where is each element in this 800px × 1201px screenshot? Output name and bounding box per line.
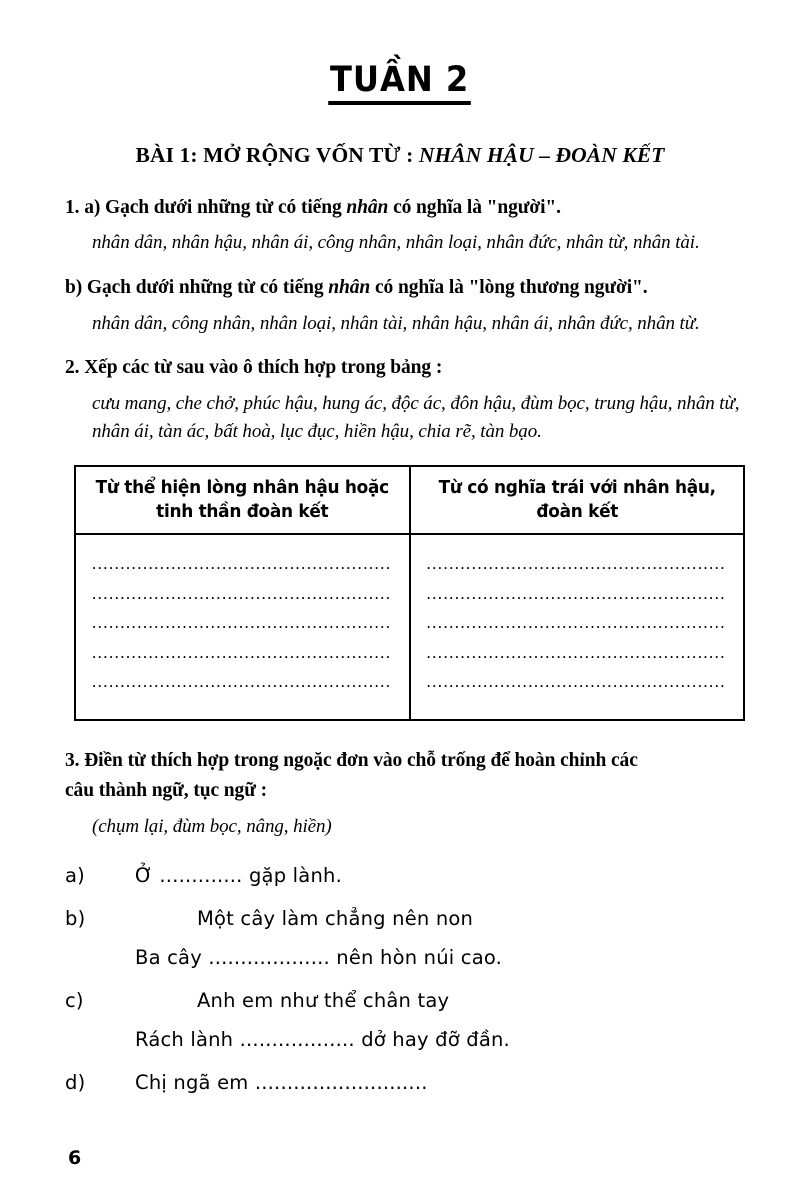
answer-dotted-line[interactable]: .....................................................: [92, 642, 392, 662]
answer-table: [74, 465, 745, 722]
exercise-1b-keyword: nhân: [328, 276, 371, 298]
answer-dotted-line[interactable]: .....................................................: [92, 583, 392, 603]
answer-dotted-line[interactable]: .....................................................: [92, 672, 392, 692]
answer-dotted-line[interactable]: .....................................................: [426, 672, 726, 692]
exercise-1a-prompt-after: có nghĩa là "người".: [388, 196, 561, 218]
answer-cell-negative[interactable]: [410, 534, 745, 720]
exercise-3-prompt-line2: câu thành ngữ, tục ngữ :: [65, 780, 267, 801]
answer-table-container: [65, 465, 748, 722]
exercise-1b-prompt: [65, 274, 748, 302]
list-item: [65, 1070, 748, 1097]
list-item: [65, 863, 748, 890]
answer-table-body: [75, 534, 744, 720]
table-row: [75, 534, 744, 720]
exercise-1a-keyword: nhân: [346, 196, 389, 218]
exercise-1b-prompt-before: b) Gạch dưới những từ có tiếng: [65, 276, 329, 298]
exercise-1a-prompt-before: 1. a) Gạch dưới những từ có tiếng: [65, 196, 347, 218]
item-label-c: c): [65, 988, 84, 1012]
item-text-b-1: Một cây làm chẳng nên non: [197, 906, 474, 930]
item-text-a-1[interactable]: Ở ............. gặp lành.: [135, 864, 342, 888]
exercise-2-word-list: cưu mang, che chở, phúc hậu, hung ác, độc ác, đôn hậu, đùm bọc, trung hậu, nhân từ, nhân ái, tàn ác, bất hoà, lục đục, hiền hậu, chia rẽ, tàn bạo.: [92, 392, 740, 443]
exercise-3-items: [65, 863, 748, 1096]
exercise-2-prompt: 2. Xếp các từ sau vào ô thích hợp trong bảng :: [65, 357, 443, 379]
answer-dotted-line[interactable]: .....................................................: [92, 613, 392, 633]
exercise-1a-prompt: [65, 194, 748, 222]
week-title-container: [0, 62, 800, 105]
exercise-1b-prompt-after: có nghĩa là "lòng thương người".: [370, 276, 648, 298]
lesson-heading: [0, 143, 800, 168]
answer-table-head: [75, 466, 744, 535]
answer-dotted-line[interactable]: .....................................................: [426, 613, 726, 633]
item-text-d-1[interactable]: Chị ngã em ...........................: [135, 1070, 428, 1094]
page-number: 6: [68, 1147, 82, 1169]
worksheet-content: [0, 194, 800, 1097]
item-text-b-2[interactable]: Ba cây ................... nên hòn núi cao.: [135, 946, 503, 970]
item-label-a: a): [65, 864, 85, 888]
item-label-b: b): [65, 906, 86, 930]
exercise-1a-word-list: nhân dân, nhân hậu, nhân ái, công nhân, nhân loại, nhân đức, nhân từ, nhân tài.: [92, 232, 700, 254]
answer-table-header-row: [75, 466, 744, 535]
item-text-c-2[interactable]: Rách lành .................. dở hay đỡ đần.: [135, 1028, 510, 1052]
exercise-3-word-bank: (chụm lại, đùm bọc, nâng, hiền): [92, 815, 332, 837]
item-label-d: d): [65, 1070, 86, 1094]
answer-dotted-line[interactable]: .....................................................: [426, 642, 726, 662]
list-item: [65, 988, 748, 1015]
answer-dotted-line[interactable]: .....................................................: [426, 583, 726, 603]
answer-table-header-positive-text: Từ thể hiện lòng nhân hậu hoặc tinh thần đoàn kết: [95, 476, 389, 522]
worksheet-page: [0, 62, 800, 1201]
exercise-1b-word-list: nhân dân, công nhân, nhân loại, nhân tài, nhân hậu, nhân ái, nhân đức, nhân từ.: [92, 312, 700, 334]
answer-dotted-line[interactable]: .....................................................: [92, 554, 392, 574]
item-text-c-1: Anh em như thể chân tay: [197, 988, 450, 1012]
answer-table-header-negative-text: Từ có nghĩa trái với nhân hậu, đoàn kết: [438, 476, 716, 522]
answer-cell-positive[interactable]: [75, 534, 410, 720]
lesson-heading-plain: BÀI 1: MỞ RỘNG VỐN TỪ :: [135, 142, 419, 167]
lesson-heading-italic: NHÂN HẬU – ĐOÀN KẾT: [418, 142, 665, 167]
answer-table-header-positive: [75, 466, 410, 535]
answer-table-header-negative: [410, 466, 745, 535]
exercise-3-prompt-line1: 3. Điền từ thích hợp trong ngoặc đơn vào chỗ trống để hoàn chỉnh các: [65, 750, 638, 772]
list-item: [65, 906, 748, 933]
week-title: TUẦN 2: [329, 62, 472, 105]
answer-dotted-line[interactable]: .....................................................: [426, 554, 726, 574]
